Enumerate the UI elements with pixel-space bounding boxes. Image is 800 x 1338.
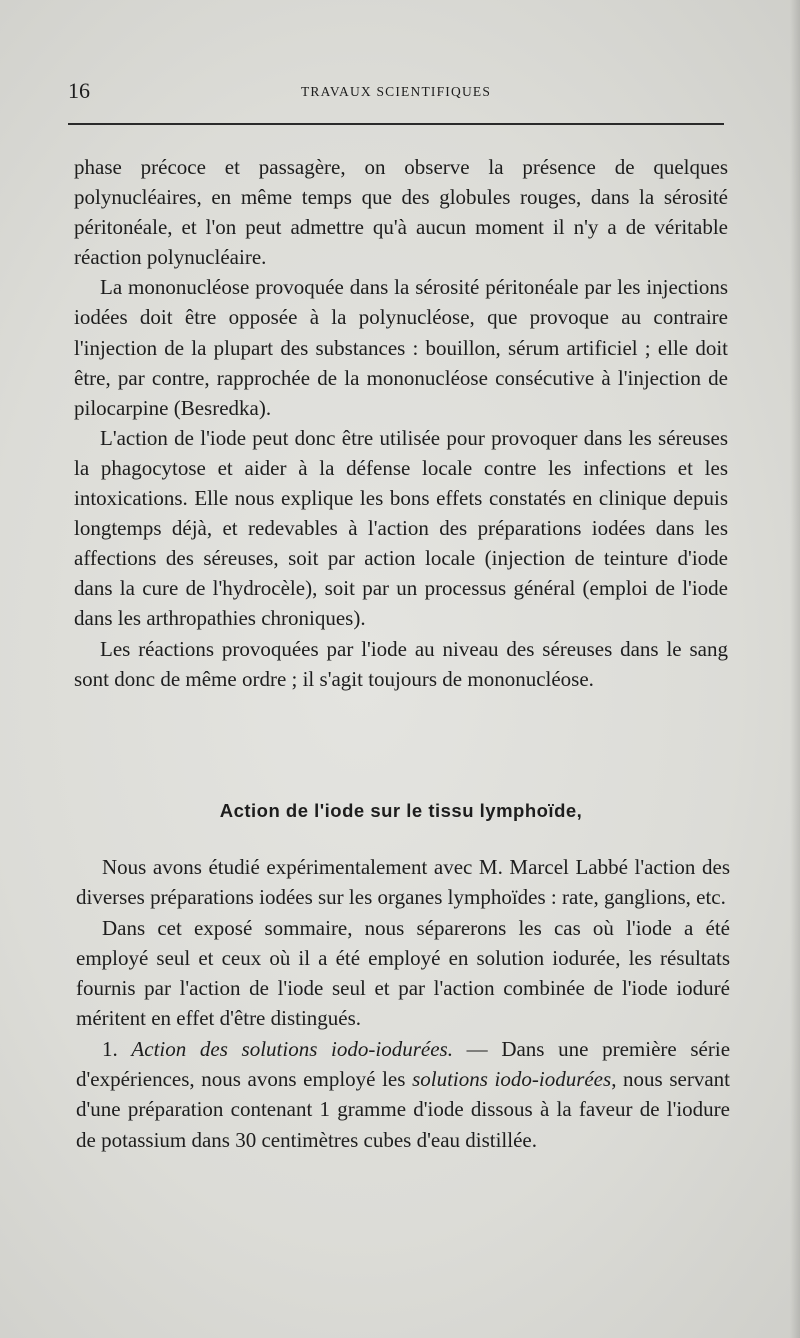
paragraph: Nous avons étudié expérimentalement avec M. Marcel Labbé l'action des diverses préparations iodées sur les organes lymphoïdes : rate, ganglions, etc. (76, 855, 730, 910)
subsection-number: 1. (102, 1036, 118, 1061)
header-rule (68, 123, 724, 125)
subsection-dash: — (466, 1036, 488, 1061)
paragraph: Les réactions provoquées par l'iode au niveau des séreuses dans le sang sont donc de même ordre ; il s'agit toujours de mononucléose. (74, 636, 728, 691)
page-header (68, 78, 724, 106)
paragraph: La mononucléose provoquée dans la sérosité péritonéale par les injections iodées doit être opposée à la polynucléose, que provoque au contraire l'injection de la plupart des substances : bouillon, sérum artificiel ; elle doit être, par contre, rapprochée de la mononucléose consécutive à l'injection de pilocarpine (Besredka). (74, 275, 728, 420)
paragraph: L'action de l'iode peut donc être utilisée pour provoquer dans les séreuses la phagocytose et aider à la défense locale contre les infections et les intoxications. Elle nous explique les bons effets constatés en clinique depuis longtemps déjà, et redevables à l'action des préparations iodées dans les affections des séreuses, soit par action locale (injection de teinture d'iode dans la cure de l'hydrocèle), soit par un processus général (emploi de l'iode dans les arthropathies chroniques). (74, 425, 728, 631)
subsection-paragraph (76, 1034, 730, 1155)
running-title: TRAVAUX SCIENTIFIQUES (300, 84, 492, 99)
paragraph: phase précoce et passagère, on observe la présence de quelques polynucléaires, en même temps que des globules rouges, dans la sérosité péritonéale, et l'on peut admettre qu'à aucun moment il n'y a de véritable réaction polynucléaire. (74, 155, 728, 270)
subsection-title: Action des solutions iodo-iodurées. (131, 1036, 453, 1061)
subsection-text: Dans une première série d'expériences, nous avons employé les (76, 1036, 731, 1092)
body-text-top (74, 152, 728, 694)
paragraph: Dans cet exposé sommaire, nous séparerons les cas où l'iode a été employé seul et ceux où il a été employé en solution iodurée, les résultats fournis par l'action de l'iode seul et par l'action combinée de l'iode ioduré méritent en effet d'être distingués. (76, 915, 730, 1031)
subsection-text-end: , nous servant d'une préparation contenant 1 gramme d'iode dissous à la faveur de l'iodure de potassium dans 30 centimètres cubes d'eau distillée. (76, 1067, 730, 1152)
section-heading: Action de l'iode sur le tissu lymphoïde, (219, 800, 583, 821)
page-edge-shadow (790, 0, 800, 1338)
page-number: 16 (68, 78, 90, 103)
subsection-emphasis: solutions iodo-iodurées (412, 1067, 612, 1092)
body-text-bottom (76, 852, 730, 1155)
